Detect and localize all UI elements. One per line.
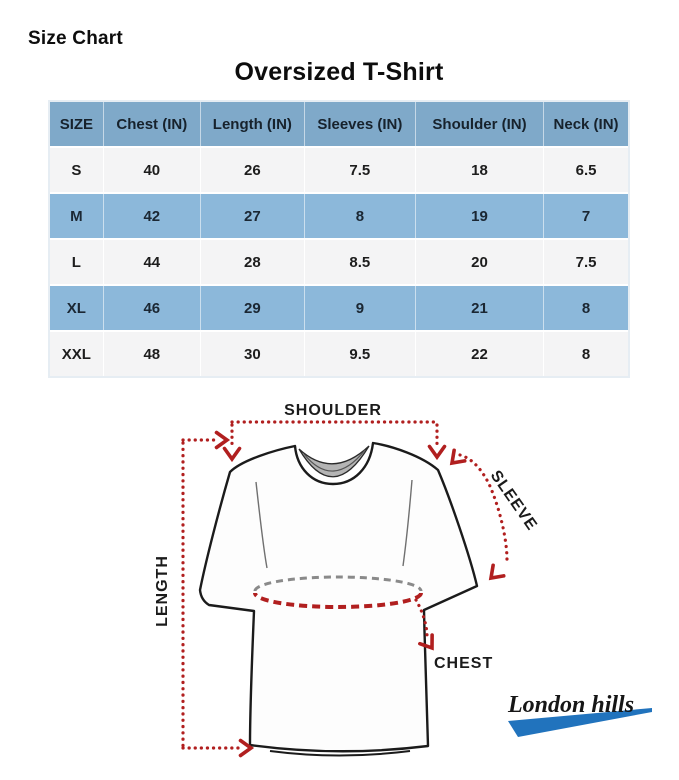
chest-label: CHEST	[434, 655, 494, 672]
column-header: SIZE	[50, 102, 104, 146]
table-row	[50, 148, 628, 192]
table-cell: 28	[201, 240, 305, 284]
column-header: Shoulder (IN)	[416, 102, 544, 146]
arrow-down-icon	[225, 449, 240, 460]
table-cell: 8.5	[305, 240, 416, 284]
column-header: Length (IN)	[201, 102, 305, 146]
table-cell: 27	[201, 194, 305, 238]
table-cell: 21	[416, 286, 544, 330]
table-cell: 44	[104, 240, 201, 284]
length-label: LENGTH	[154, 555, 171, 627]
table-cell: 9	[305, 286, 416, 330]
arrow-right-icon	[217, 433, 228, 448]
table-cell: 7.5	[544, 240, 628, 284]
column-header: Sleeves (IN)	[305, 102, 416, 146]
table-cell: 40	[104, 148, 201, 192]
table-row	[50, 194, 628, 238]
table-cell: 8	[305, 194, 416, 238]
table-cell: 42	[104, 194, 201, 238]
size-table	[48, 100, 630, 378]
table-cell: 19	[416, 194, 544, 238]
column-header: Chest (IN)	[104, 102, 201, 146]
sleeve-label: SLEEVE	[486, 467, 541, 534]
table-cell: 48	[104, 332, 201, 376]
table-cell: 7	[544, 194, 628, 238]
logo-text: London hills	[508, 692, 635, 718]
table-row	[50, 286, 628, 330]
column-header: Neck (IN)	[544, 102, 628, 146]
shoulder-label: SHOULDER	[284, 402, 382, 419]
page-eyebrow: Size Chart	[28, 28, 123, 49]
table-cell: 22	[416, 332, 544, 376]
page-title: Oversized T-Shirt	[234, 58, 444, 86]
table-cell: M	[50, 194, 104, 238]
table-cell: XL	[50, 286, 104, 330]
table-cell: L	[50, 240, 104, 284]
table-cell: 9.5	[305, 332, 416, 376]
table-cell: 30	[201, 332, 305, 376]
table-cell: 6.5	[544, 148, 628, 192]
arrow-down-icon	[430, 447, 445, 458]
table-header-row	[50, 102, 628, 146]
brand-logo	[498, 680, 668, 744]
table-cell: 8	[544, 286, 628, 330]
table-cell: 20	[416, 240, 544, 284]
table-cell: 8	[544, 332, 628, 376]
arrow-down-left-icon	[447, 450, 465, 468]
table-cell: XXL	[50, 332, 104, 376]
table-cell: 18	[416, 148, 544, 192]
table-row	[50, 332, 628, 376]
table-cell: 29	[201, 286, 305, 330]
table-cell: S	[50, 148, 104, 192]
arrow-down-left-icon	[486, 565, 504, 583]
tshirt-outline-icon	[200, 443, 477, 756]
table-row	[50, 240, 628, 284]
table-cell: 46	[104, 286, 201, 330]
table-cell: 26	[201, 148, 305, 192]
table-cell: 7.5	[305, 148, 416, 192]
